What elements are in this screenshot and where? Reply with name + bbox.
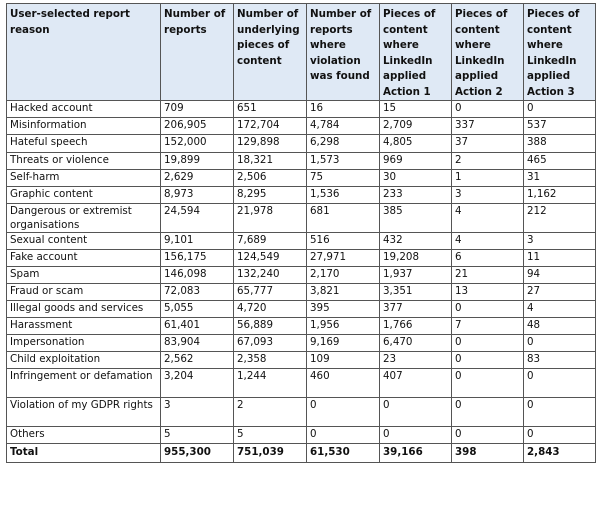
table-row bbox=[7, 118, 596, 135]
table-cell: 2,506 bbox=[234, 170, 307, 187]
table-cell: 11 bbox=[524, 250, 596, 267]
table-cell: 16 bbox=[307, 101, 380, 118]
table-cell: 156,175 bbox=[161, 250, 234, 267]
table-cell: 751,039 bbox=[234, 444, 307, 463]
table-row bbox=[7, 204, 596, 233]
table-cell: 537 bbox=[524, 118, 596, 135]
table-cell: 4 bbox=[452, 233, 524, 250]
table-row bbox=[7, 233, 596, 250]
table-cell: Self-harm bbox=[7, 170, 161, 187]
table-cell: 2,629 bbox=[161, 170, 234, 187]
table-cell: 2,562 bbox=[161, 352, 234, 369]
column-header: Number of underlying pieces of content bbox=[234, 4, 307, 101]
table-cell: Threats or violence bbox=[7, 153, 161, 170]
table-cell: Dangerous or extremist organisations bbox=[7, 204, 161, 233]
table-cell: 233 bbox=[380, 187, 452, 204]
table-cell: 8,973 bbox=[161, 187, 234, 204]
table-cell: 6,298 bbox=[307, 135, 380, 153]
table-cell: Sexual content bbox=[7, 233, 161, 250]
table-cell: Infringement or defamation bbox=[7, 369, 161, 398]
table-cell: 56,889 bbox=[234, 318, 307, 335]
table-cell: 6 bbox=[452, 250, 524, 267]
table-cell: 377 bbox=[380, 301, 452, 318]
table-cell: Hacked account bbox=[7, 101, 161, 118]
table-cell: Total bbox=[7, 444, 161, 463]
table-cell: 1,937 bbox=[380, 267, 452, 284]
table-cell: 4 bbox=[452, 204, 524, 233]
table-cell: 969 bbox=[380, 153, 452, 170]
table-cell: 651 bbox=[234, 101, 307, 118]
table-cell: 5 bbox=[234, 427, 307, 444]
table-cell: 385 bbox=[380, 204, 452, 233]
table-cell: 75 bbox=[307, 170, 380, 187]
table-cell: 2 bbox=[234, 398, 307, 427]
table-cell: 15 bbox=[380, 101, 452, 118]
table-cell: 2,358 bbox=[234, 352, 307, 369]
table-cell: 212 bbox=[524, 204, 596, 233]
table-cell: 61,401 bbox=[161, 318, 234, 335]
table-cell: 681 bbox=[307, 204, 380, 233]
table-cell: 2,170 bbox=[307, 267, 380, 284]
column-header: Pieces of content where LinkedIn applied Action 1 bbox=[380, 4, 452, 101]
table-cell: 4,805 bbox=[380, 135, 452, 153]
table-cell: 0 bbox=[307, 398, 380, 427]
table-cell: 0 bbox=[524, 427, 596, 444]
table-cell: 24,594 bbox=[161, 204, 234, 233]
table-cell: 146,098 bbox=[161, 267, 234, 284]
table-row bbox=[7, 250, 596, 267]
table-cell: 1 bbox=[452, 170, 524, 187]
table-cell: 21,978 bbox=[234, 204, 307, 233]
table-cell: 0 bbox=[524, 101, 596, 118]
table-body bbox=[7, 101, 596, 444]
table-cell: 27 bbox=[524, 284, 596, 301]
table-cell: 0 bbox=[380, 398, 452, 427]
table-row bbox=[7, 369, 596, 398]
table-cell: 432 bbox=[380, 233, 452, 250]
table-cell: Others bbox=[7, 427, 161, 444]
table-cell: 27,971 bbox=[307, 250, 380, 267]
table-cell: 8,295 bbox=[234, 187, 307, 204]
table-row bbox=[7, 284, 596, 301]
table-cell: 955,300 bbox=[161, 444, 234, 463]
table-cell: 2,709 bbox=[380, 118, 452, 135]
table-cell: 9,101 bbox=[161, 233, 234, 250]
total-row bbox=[7, 444, 596, 463]
table-cell: 0 bbox=[524, 335, 596, 352]
table-cell: 465 bbox=[524, 153, 596, 170]
table-cell: 3 bbox=[524, 233, 596, 250]
table-cell: 1,536 bbox=[307, 187, 380, 204]
table-cell: 132,240 bbox=[234, 267, 307, 284]
table-row bbox=[7, 398, 596, 427]
table-cell: 407 bbox=[380, 369, 452, 398]
table-row bbox=[7, 170, 596, 187]
table-cell: 9,169 bbox=[307, 335, 380, 352]
table-cell: Violation of my GDPR rights bbox=[7, 398, 161, 427]
table-cell: 61,530 bbox=[307, 444, 380, 463]
table-cell: 124,549 bbox=[234, 250, 307, 267]
table-cell: 83,904 bbox=[161, 335, 234, 352]
table-cell: 21 bbox=[452, 267, 524, 284]
table-cell: 5 bbox=[161, 427, 234, 444]
column-header: Pieces of content where LinkedIn applied Action 3 bbox=[524, 4, 596, 101]
table-cell: 0 bbox=[307, 427, 380, 444]
table-cell: 13 bbox=[452, 284, 524, 301]
table-cell: 19,208 bbox=[380, 250, 452, 267]
table-cell: 109 bbox=[307, 352, 380, 369]
table-cell: 4,784 bbox=[307, 118, 380, 135]
table-cell: 48 bbox=[524, 318, 596, 335]
table-cell: 4,720 bbox=[234, 301, 307, 318]
table-cell: 37 bbox=[452, 135, 524, 153]
table-cell: 18,321 bbox=[234, 153, 307, 170]
table-cell: Impersonation bbox=[7, 335, 161, 352]
table-cell: 3,821 bbox=[307, 284, 380, 301]
table-cell: 0 bbox=[524, 398, 596, 427]
table-cell: 152,000 bbox=[161, 135, 234, 153]
table-cell: 39,166 bbox=[380, 444, 452, 463]
table-row bbox=[7, 153, 596, 170]
table-cell: 23 bbox=[380, 352, 452, 369]
table-cell: 3,351 bbox=[380, 284, 452, 301]
table-row bbox=[7, 187, 596, 204]
table-cell: Child exploitation bbox=[7, 352, 161, 369]
table-cell: 4 bbox=[524, 301, 596, 318]
table-cell: 0 bbox=[452, 427, 524, 444]
table-row bbox=[7, 427, 596, 444]
table-cell: Fraud or scam bbox=[7, 284, 161, 301]
table-cell: 0 bbox=[524, 369, 596, 398]
table-cell: 7,689 bbox=[234, 233, 307, 250]
table-cell: 30 bbox=[380, 170, 452, 187]
table-cell: Graphic content bbox=[7, 187, 161, 204]
table-cell: 129,898 bbox=[234, 135, 307, 153]
table-cell: 395 bbox=[307, 301, 380, 318]
report-table-container bbox=[6, 3, 595, 463]
table-cell: 1,244 bbox=[234, 369, 307, 398]
table-row bbox=[7, 267, 596, 284]
table-cell: 3,204 bbox=[161, 369, 234, 398]
table-row bbox=[7, 135, 596, 153]
table-cell: 19,899 bbox=[161, 153, 234, 170]
table-cell: 460 bbox=[307, 369, 380, 398]
table-cell: 709 bbox=[161, 101, 234, 118]
table-row bbox=[7, 352, 596, 369]
table-cell: 0 bbox=[452, 398, 524, 427]
table-header-row bbox=[7, 4, 596, 101]
table-cell: 0 bbox=[452, 101, 524, 118]
table-cell: 172,704 bbox=[234, 118, 307, 135]
table-cell: 83 bbox=[524, 352, 596, 369]
table-cell: 7 bbox=[452, 318, 524, 335]
report-reasons-table bbox=[6, 3, 596, 463]
table-cell: 337 bbox=[452, 118, 524, 135]
table-cell: 5,055 bbox=[161, 301, 234, 318]
column-header: Pieces of content where LinkedIn applied Action 2 bbox=[452, 4, 524, 101]
table-cell: Misinformation bbox=[7, 118, 161, 135]
table-cell: 1,573 bbox=[307, 153, 380, 170]
table-cell: 1,766 bbox=[380, 318, 452, 335]
table-cell: 0 bbox=[452, 369, 524, 398]
table-cell: Fake account bbox=[7, 250, 161, 267]
table-row bbox=[7, 301, 596, 318]
table-cell: 31 bbox=[524, 170, 596, 187]
table-cell: Harassment bbox=[7, 318, 161, 335]
table-cell: 65,777 bbox=[234, 284, 307, 301]
table-row bbox=[7, 101, 596, 118]
table-cell: 6,470 bbox=[380, 335, 452, 352]
table-row bbox=[7, 335, 596, 352]
table-cell: Illegal goods and services bbox=[7, 301, 161, 318]
table-cell: 0 bbox=[452, 301, 524, 318]
table-cell: 2 bbox=[452, 153, 524, 170]
table-cell: 3 bbox=[161, 398, 234, 427]
table-cell: 0 bbox=[380, 427, 452, 444]
table-cell: 72,083 bbox=[161, 284, 234, 301]
table-cell: 388 bbox=[524, 135, 596, 153]
table-cell: 206,905 bbox=[161, 118, 234, 135]
table-row bbox=[7, 318, 596, 335]
table-cell: 1,956 bbox=[307, 318, 380, 335]
table-cell: Hateful speech bbox=[7, 135, 161, 153]
table-cell: 3 bbox=[452, 187, 524, 204]
table-cell: Spam bbox=[7, 267, 161, 284]
table-cell: 67,093 bbox=[234, 335, 307, 352]
column-header: User-selected report reason bbox=[7, 4, 161, 101]
table-cell: 398 bbox=[452, 444, 524, 463]
column-header: Number of reports bbox=[161, 4, 234, 101]
table-cell: 516 bbox=[307, 233, 380, 250]
table-cell: 0 bbox=[452, 352, 524, 369]
table-cell: 1,162 bbox=[524, 187, 596, 204]
table-cell: 94 bbox=[524, 267, 596, 284]
table-cell: 0 bbox=[452, 335, 524, 352]
table-cell: 2,843 bbox=[524, 444, 596, 463]
column-header: Number of reports where violation was found bbox=[307, 4, 380, 101]
